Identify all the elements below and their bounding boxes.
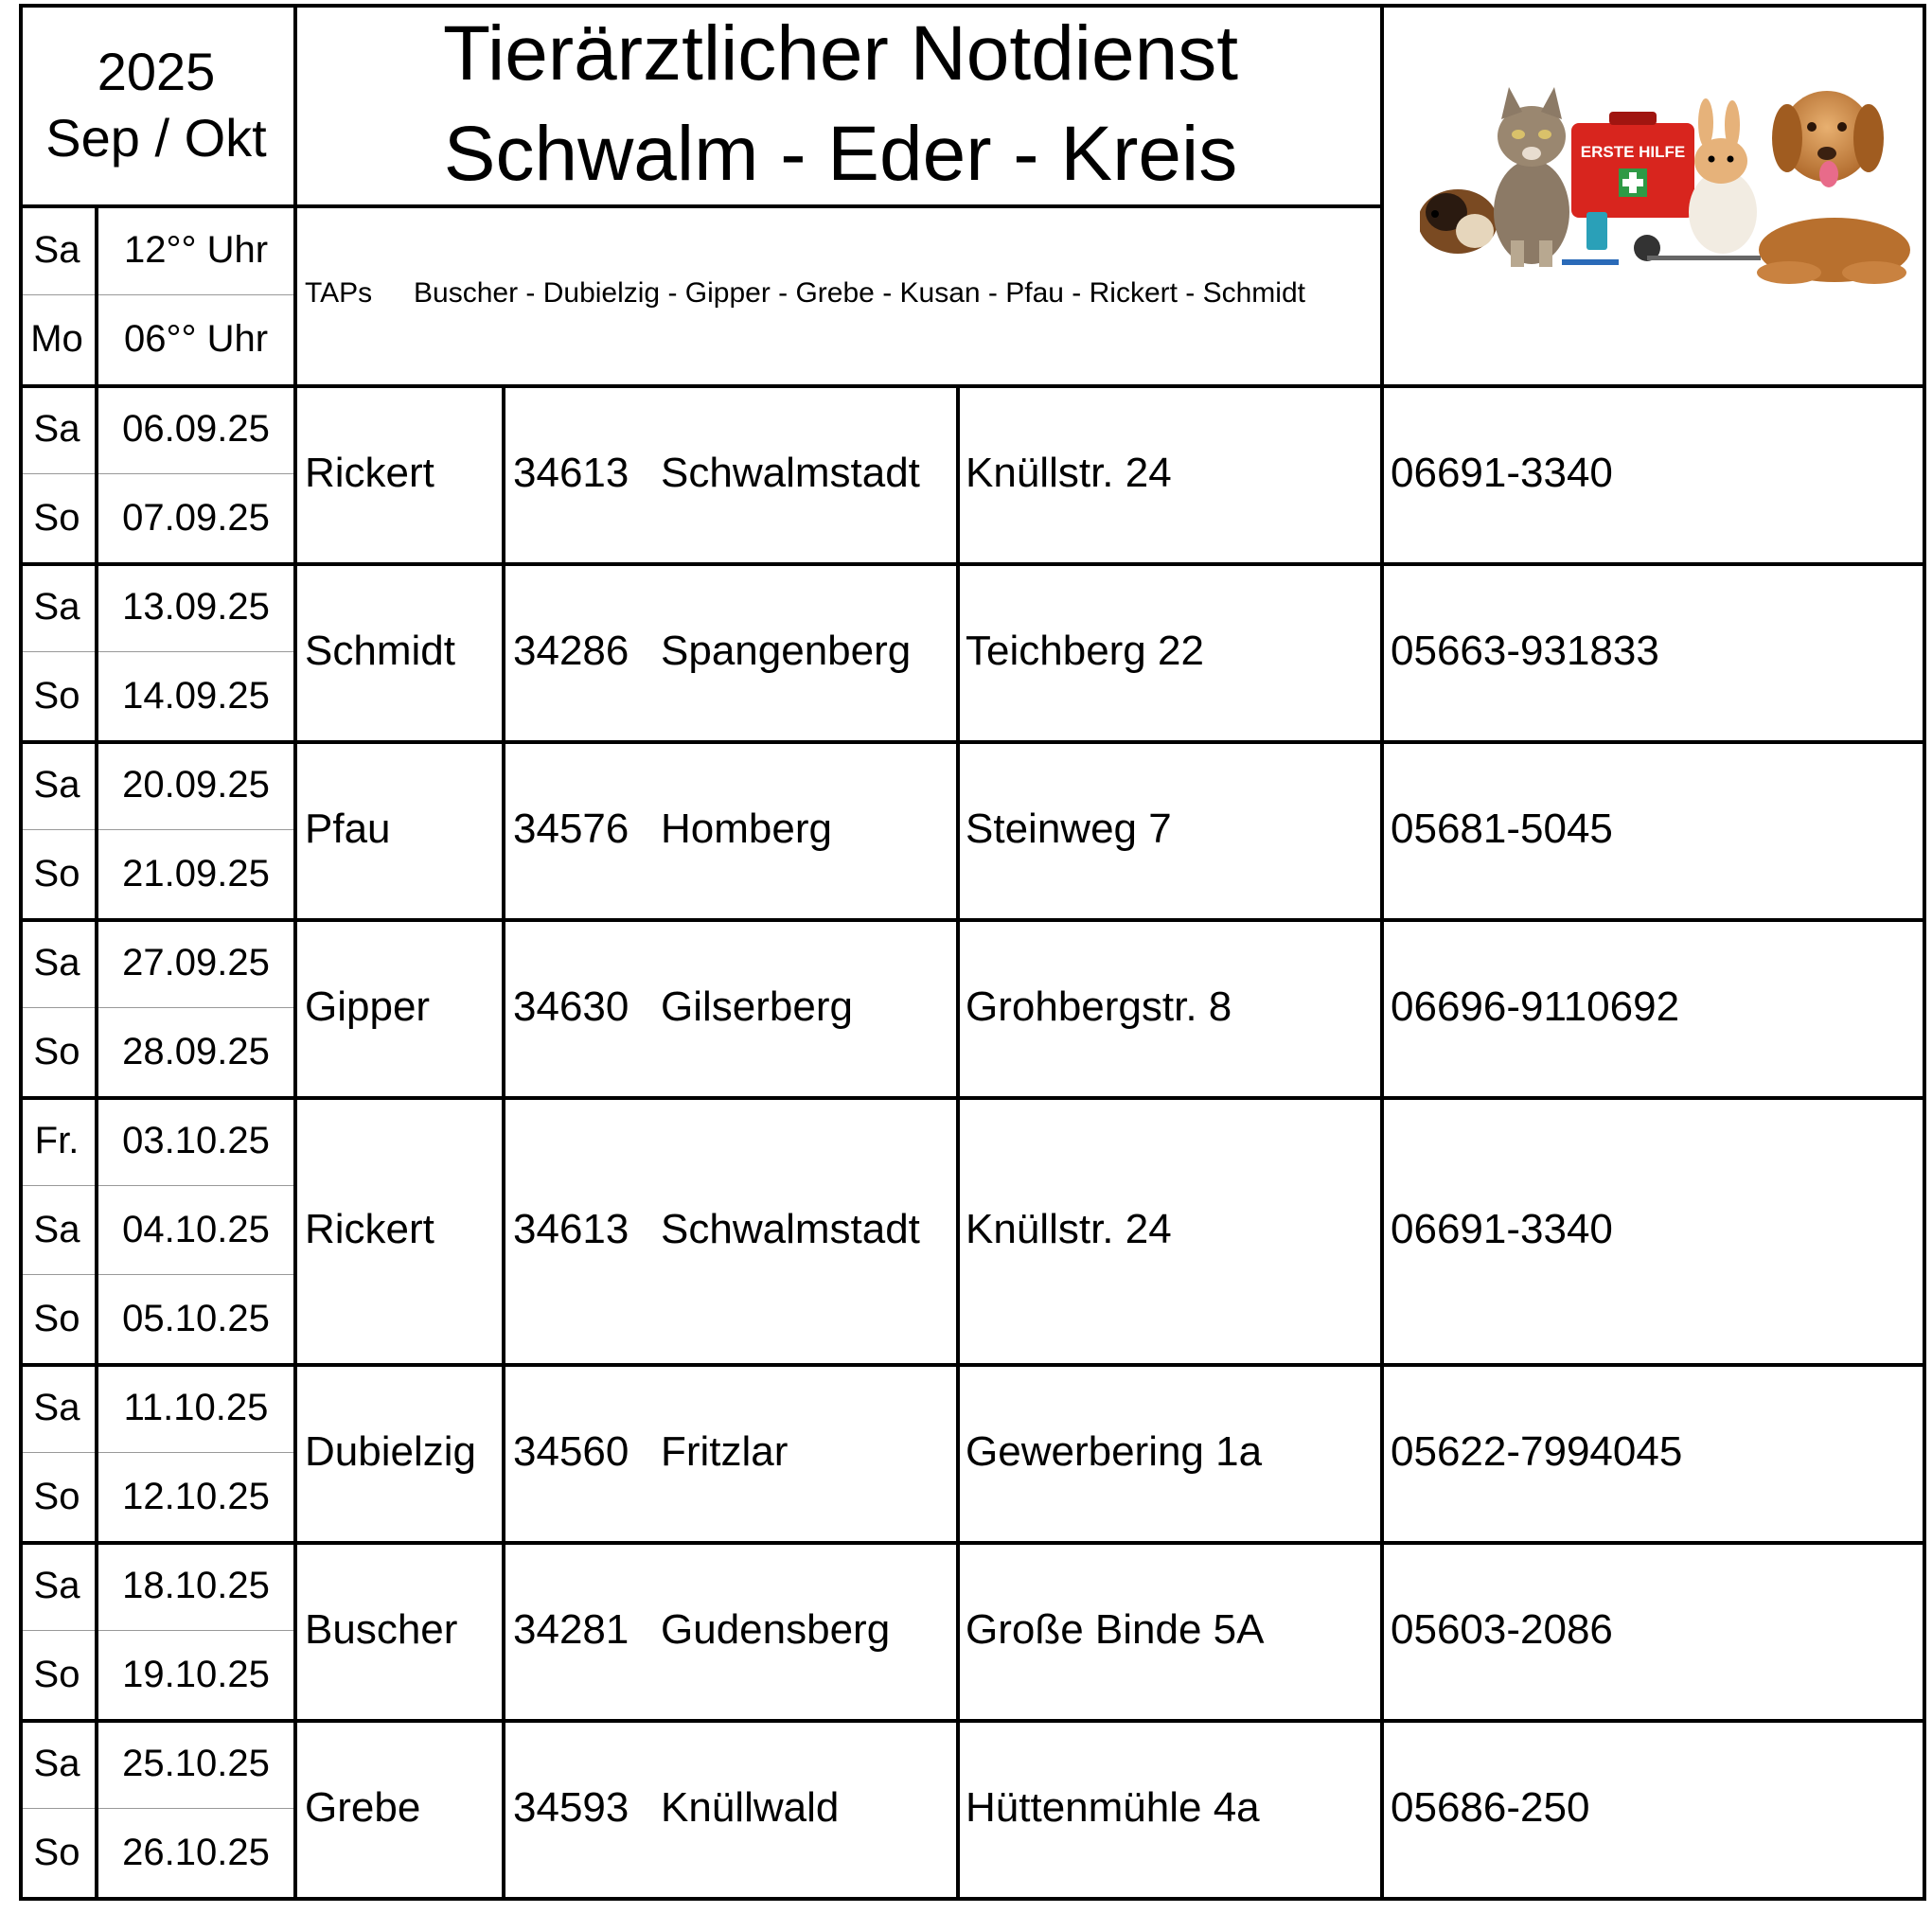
city-name: Schwalmstadt <box>661 450 920 496</box>
dog-icon <box>1757 91 1910 284</box>
grid-line <box>19 918 1926 922</box>
sub-row-divider <box>19 473 95 474</box>
sub-row-divider <box>98 829 293 830</box>
postal-code: 34613 <box>513 450 629 496</box>
time-day-end: Mo <box>30 318 83 360</box>
rabbit-icon <box>1689 98 1757 254</box>
vet-name: Buscher <box>305 1606 458 1653</box>
city-name: Gilserberg <box>661 983 853 1030</box>
street-address: Steinweg 7 <box>966 806 1172 852</box>
grid-line <box>19 384 1926 388</box>
grid-line <box>19 4 23 1901</box>
phone-number: 06691-3340 <box>1391 1206 1613 1252</box>
day-label: So <box>33 1476 80 1517</box>
postal-code: 34286 <box>513 628 629 674</box>
taps-names: Buscher - Dubielzig - Gipper - Grebe - Kusan - Pfau - Rickert - Schmidt <box>414 277 1305 309</box>
grid-line <box>1923 4 1926 1901</box>
date-label: 05.10.25 <box>122 1298 270 1339</box>
date-label: 13.09.25 <box>122 586 270 628</box>
grid-line <box>293 4 297 1901</box>
day-label: So <box>33 1298 80 1339</box>
day-label: Fr. <box>34 1120 80 1161</box>
day-label: So <box>33 675 80 717</box>
grid-line <box>1380 4 1384 1901</box>
phone-number: 05663-931833 <box>1391 628 1659 674</box>
date-label: 27.09.25 <box>122 942 270 983</box>
sub-row-divider <box>98 651 293 652</box>
postal-code: 34560 <box>513 1428 629 1475</box>
street-address: Gewerbering 1a <box>966 1428 1263 1475</box>
sub-row-divider <box>19 1630 95 1631</box>
phone-number: 05603-2086 <box>1391 1606 1613 1653</box>
sub-row-divider <box>19 1007 95 1008</box>
emergency-schedule-table <box>19 4 1926 1894</box>
street-address: Knüllstr. 24 <box>966 450 1172 496</box>
day-label: Sa <box>33 408 80 450</box>
phone-number: 05686-250 <box>1391 1784 1590 1831</box>
day-label: Sa <box>33 586 80 628</box>
vet-name: Dubielzig <box>305 1428 476 1475</box>
year-label: 2025 <box>97 42 216 101</box>
sub-row-divider <box>19 1185 95 1186</box>
grid-line <box>19 1541 1926 1545</box>
date-label: 18.10.25 <box>122 1565 270 1606</box>
postal-code: 34630 <box>513 983 629 1030</box>
cat-icon <box>1494 87 1569 267</box>
vet-name: Grebe <box>305 1784 421 1831</box>
city-name: Spangenberg <box>661 628 912 674</box>
grid-line <box>95 204 98 1897</box>
date-label: 07.09.25 <box>122 497 270 539</box>
time-day-start: Sa <box>33 229 80 271</box>
city-name: Homberg <box>661 806 832 852</box>
kit-sign-text: ERSTE HILFE <box>1580 143 1686 161</box>
street-address: Große Binde 5A <box>966 1606 1265 1653</box>
city-name: Fritzlar <box>661 1428 789 1475</box>
city-name: Schwalmstadt <box>661 1206 920 1252</box>
guinea-pig-icon <box>1420 189 1498 254</box>
page-subtitle: Schwalm - Eder - Kreis <box>443 111 1238 197</box>
phone-number: 05622-7994045 <box>1391 1428 1683 1475</box>
sub-row-divider <box>98 1452 293 1453</box>
day-label: So <box>33 1654 80 1695</box>
date-label: 26.10.25 <box>122 1832 270 1873</box>
date-label: 19.10.25 <box>122 1654 270 1695</box>
grid-line <box>19 204 1384 208</box>
street-address: Knüllstr. 24 <box>966 1206 1172 1252</box>
day-label: Sa <box>33 942 80 983</box>
date-label: 03.10.25 <box>122 1120 270 1161</box>
grid-line <box>19 1897 1926 1901</box>
taps-label: TAPs <box>305 277 373 309</box>
day-label: So <box>33 1832 80 1873</box>
date-label: 25.10.25 <box>122 1743 270 1784</box>
sub-row-divider <box>98 1630 293 1631</box>
grid-line <box>19 1363 1926 1367</box>
phone-number: 05681-5045 <box>1391 806 1613 852</box>
phone-number: 06691-3340 <box>1391 450 1613 496</box>
sub-row-divider <box>19 829 95 830</box>
postal-code: 34576 <box>513 806 629 852</box>
time-end: 06°° Uhr <box>123 318 269 360</box>
street-address: Teichberg 22 <box>966 628 1204 674</box>
postal-code: 34593 <box>513 1784 629 1831</box>
sub-row-divider <box>19 1808 95 1809</box>
vet-name: Rickert <box>305 1206 434 1252</box>
date-label: 04.10.25 <box>122 1209 270 1250</box>
street-address: Grohbergstr. 8 <box>966 983 1232 1030</box>
vet-name: Schmidt <box>305 628 455 674</box>
date-label: 12.10.25 <box>122 1476 270 1517</box>
day-label: Sa <box>33 1743 80 1784</box>
sub-row-divider <box>98 473 293 474</box>
months-label: Sep / Okt <box>45 108 267 168</box>
postal-code: 34613 <box>513 1206 629 1252</box>
date-label: 06.09.25 <box>122 408 270 450</box>
phone-number: 06696-9110692 <box>1391 983 1680 1030</box>
vet-name: Pfau <box>305 806 391 852</box>
page-title: Tierärztlicher Notdienst <box>442 10 1239 97</box>
sub-row-divider <box>98 1274 293 1275</box>
vet-name: Rickert <box>305 450 434 496</box>
grid-line <box>956 384 960 1897</box>
sub-row-divider <box>19 1274 95 1275</box>
day-label: Sa <box>33 1565 80 1606</box>
sub-row-divider <box>19 294 95 295</box>
grid-line <box>19 562 1926 566</box>
street-address: Hüttenmühle 4a <box>966 1784 1260 1831</box>
grid-line <box>502 384 505 1897</box>
postal-code: 34281 <box>513 1606 629 1653</box>
city-name: Knüllwald <box>661 1784 840 1831</box>
grid-line <box>19 1096 1926 1100</box>
day-label: Sa <box>33 1387 80 1428</box>
time-start: 12°° Uhr <box>123 229 269 271</box>
vet-name: Gipper <box>305 983 431 1030</box>
day-label: So <box>33 853 80 895</box>
date-label: 11.10.25 <box>123 1387 269 1428</box>
grid-line <box>19 1719 1926 1723</box>
day-label: Sa <box>33 764 80 806</box>
date-label: 28.09.25 <box>122 1031 270 1072</box>
day-label: So <box>33 497 80 539</box>
sub-row-divider <box>98 294 293 295</box>
sub-row-divider <box>19 651 95 652</box>
day-label: Sa <box>33 1209 80 1250</box>
date-label: 20.09.25 <box>122 764 270 806</box>
sub-row-divider <box>98 1007 293 1008</box>
pets-first-aid-image <box>1420 70 1912 297</box>
city-name: Gudensberg <box>661 1606 891 1653</box>
grid-line <box>19 4 1926 8</box>
grid-line <box>19 740 1926 744</box>
date-label: 14.09.25 <box>122 675 270 717</box>
date-label: 21.09.25 <box>122 853 270 895</box>
day-label: So <box>33 1031 80 1072</box>
sub-row-divider <box>98 1185 293 1186</box>
sub-row-divider <box>98 1808 293 1809</box>
sub-row-divider <box>19 1452 95 1453</box>
